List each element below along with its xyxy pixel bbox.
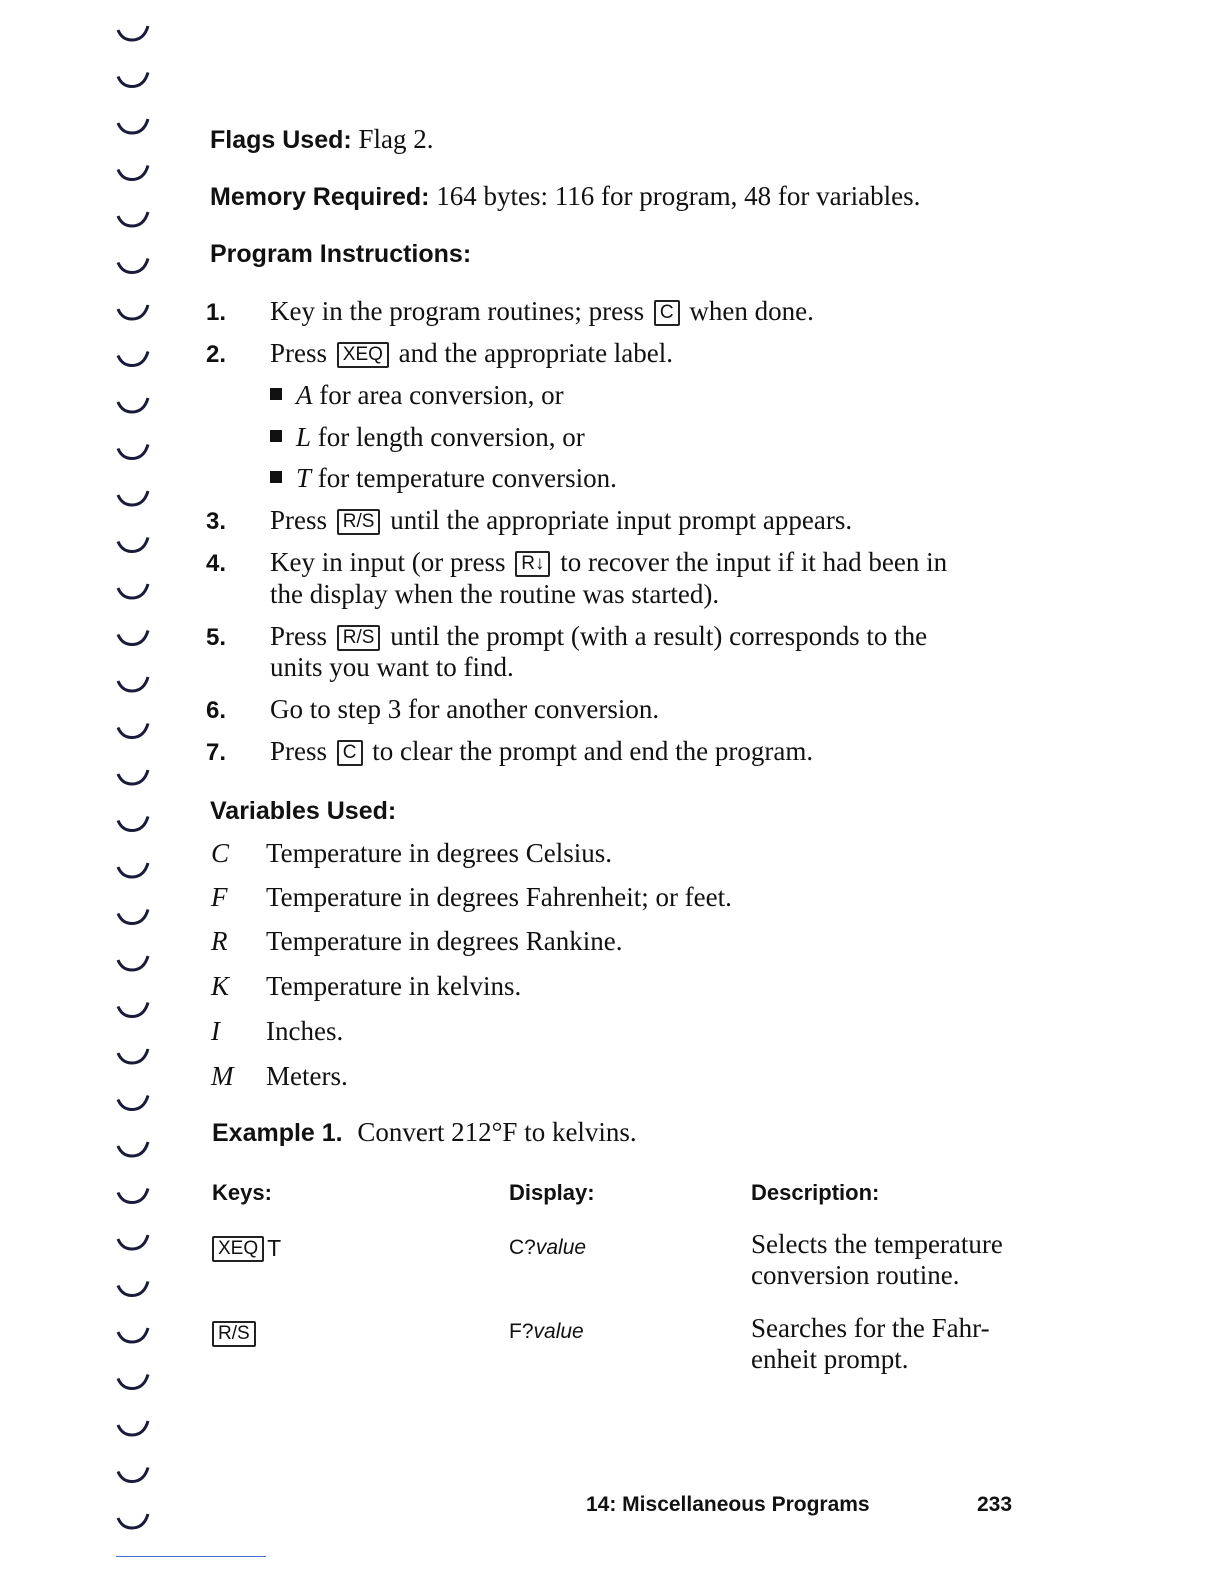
- example-text: Convert 212°F to kelvins.: [357, 1117, 637, 1147]
- step-4: [182, 547, 226, 578]
- step-1-text: [270, 296, 814, 327]
- table-row-1-keys: [209, 1232, 281, 1263]
- step-5-pre: Press: [270, 621, 328, 651]
- memory-required-line: [210, 181, 920, 212]
- page-number: 233: [977, 1493, 1013, 1516]
- bullet-icon: [270, 388, 282, 400]
- binding-hook: [118, 26, 148, 40]
- binding-hook: [118, 1049, 148, 1063]
- binding-hook: [118, 1468, 148, 1482]
- step-4-post: to recover the input if it had been in: [560, 547, 948, 577]
- bullet-text: for length conversion, or: [317, 422, 585, 452]
- binding-hook: [118, 445, 148, 459]
- step-number: 2.: [205, 341, 226, 368]
- step-6-text: Go to step 3 for another conversion.: [270, 694, 660, 724]
- step-7-text: [270, 736, 813, 767]
- step-3-post: until the appropriate input prompt appears.: [390, 505, 853, 535]
- bullet-item-length: [270, 422, 585, 453]
- bullet-text: for area conversion, or: [319, 380, 564, 410]
- step-number: 7.: [205, 739, 226, 766]
- bullet-text: for temperature conversion.: [317, 463, 617, 493]
- bullet-item-temperature: [270, 463, 617, 494]
- binding-hook: [118, 1328, 148, 1342]
- table-row-2-desc-line-1: Searches for the Fahr-: [751, 1313, 990, 1343]
- binding-hook: [118, 538, 148, 552]
- binding-hook: [118, 1514, 148, 1528]
- display-column-header: Display:: [509, 1180, 595, 1205]
- binding-hook: [118, 1282, 148, 1296]
- binding-hook: [118, 1421, 148, 1435]
- binding-hook: [118, 398, 148, 412]
- table-row-2-keys: [209, 1317, 259, 1348]
- display-prefix: F?: [509, 1320, 534, 1343]
- variable-letter: R: [211, 926, 228, 956]
- binding-hook: [118, 770, 148, 784]
- step-2-pre: Press: [270, 338, 328, 368]
- binding-hook: [118, 1096, 148, 1110]
- bullet-icon: [270, 430, 282, 442]
- c-key: C: [337, 740, 363, 766]
- step-number: 5.: [205, 624, 226, 651]
- binding-hook: [118, 584, 148, 598]
- binding-hook: [118, 491, 148, 505]
- step-5-text: [270, 621, 927, 652]
- variable-letter: I: [211, 1016, 220, 1046]
- bullet-letter: A: [296, 380, 313, 410]
- memory-required-label: Memory Required:: [210, 183, 430, 211]
- variable-description: Temperature in degrees Rankine.: [266, 926, 623, 956]
- flags-used-line: [210, 124, 433, 155]
- flags-used-value: Flag 2.: [358, 124, 434, 154]
- step-5: [182, 621, 226, 652]
- binding-edge-line: [116, 1556, 266, 1557]
- step-number: 6.: [205, 697, 226, 724]
- xeq-key: XEQ: [212, 1236, 264, 1262]
- step-1-pre: Key in the program routines; press: [270, 296, 645, 326]
- program-instructions-heading: Program Instructions:: [210, 240, 472, 268]
- step-6: [182, 694, 226, 725]
- variable-description: Inches.: [266, 1016, 344, 1046]
- step-number: 4.: [205, 550, 226, 577]
- xeq-key: XEQ: [337, 342, 389, 368]
- binding-hook: [118, 677, 148, 691]
- display-prefix: C?: [509, 1236, 536, 1259]
- binding-hook: [118, 73, 148, 87]
- binding-hook: [118, 817, 148, 831]
- display-value: value: [535, 1236, 587, 1259]
- variable-letter: K: [211, 971, 230, 1001]
- step-3-pre: Press: [270, 505, 328, 535]
- binding-hook: [118, 1142, 148, 1156]
- binding-hook: [118, 724, 148, 738]
- step-7-pre: Press: [270, 736, 328, 766]
- rs-key: R/S: [337, 625, 381, 651]
- variable-description: Temperature in degrees Fahrenheit; or feet.: [266, 882, 732, 912]
- binding-hook: [118, 305, 148, 319]
- variable-letter: F: [211, 882, 228, 912]
- keys-column-header: Keys:: [212, 1180, 272, 1205]
- binding-hook: [118, 212, 148, 226]
- binding-hook: [118, 166, 148, 180]
- step-2-post: and the appropriate label.: [398, 338, 674, 368]
- variable-description: Temperature in degrees Celsius.: [266, 838, 612, 868]
- binding-hook: [118, 1189, 148, 1203]
- table-row-1-desc-line-1: Selects the temperature: [751, 1229, 1003, 1259]
- table-row-1-display: [509, 1236, 586, 1260]
- step-7: [182, 736, 226, 767]
- step-3-text: [270, 505, 852, 536]
- variable-description: Temperature in kelvins.: [266, 971, 522, 1001]
- binding-hook: [118, 631, 148, 645]
- rs-key: R/S: [212, 1321, 256, 1347]
- step-1: [182, 296, 226, 327]
- variable-description: Meters.: [266, 1061, 348, 1091]
- flags-used-label: Flags Used:: [210, 126, 352, 154]
- binding-hook: [118, 119, 148, 133]
- bullet-item-area: [270, 380, 564, 411]
- binding-hook: [118, 910, 148, 924]
- variables-used-heading: Variables Used:: [210, 797, 397, 825]
- binding-hook: [118, 1235, 148, 1249]
- memory-required-value: 164 bytes: 116 for program, 48 for variables.: [436, 181, 921, 211]
- step-2-text: [270, 338, 673, 369]
- bullet-letter: L: [296, 422, 312, 452]
- step-4-pre: Key in input (or press: [270, 547, 506, 577]
- step-1-post: when done.: [689, 296, 814, 326]
- step-2: [182, 338, 226, 369]
- step-number: 3.: [205, 508, 226, 535]
- rs-key: R/S: [337, 509, 381, 535]
- table-row-1-desc-line-2: conversion routine.: [751, 1260, 960, 1290]
- description-column-header: Description:: [751, 1180, 880, 1205]
- binding-hook: [118, 1375, 148, 1389]
- step-4-line-2: the display when the routine was started).: [270, 579, 720, 609]
- table-row-2-desc-line-2: enheit prompt.: [751, 1344, 909, 1374]
- table-row-2-display: [509, 1320, 584, 1344]
- variable-letter: C: [211, 838, 230, 868]
- step-4-text: [270, 547, 947, 578]
- binding-hook: [118, 863, 148, 877]
- step-5-line-2: units you want to find.: [270, 652, 514, 682]
- spiral-binding: [112, 18, 156, 1563]
- binding-hook: [118, 1003, 148, 1017]
- display-value: value: [533, 1320, 584, 1343]
- example-1-line: [212, 1117, 637, 1148]
- c-key: C: [654, 300, 680, 326]
- key-suffix: T: [267, 1235, 282, 1261]
- step-3: [182, 505, 226, 536]
- step-number: 1.: [205, 299, 226, 326]
- step-5-post: until the prompt (with a result) corresponds to the: [390, 621, 928, 651]
- roll-down-key: R↓: [515, 551, 550, 577]
- binding-hook: [118, 352, 148, 366]
- bullet-letter: T: [296, 463, 312, 493]
- chapter-footer: 14: Miscellaneous Programs: [586, 1493, 870, 1516]
- variable-letter: M: [211, 1061, 234, 1091]
- step-7-post: to clear the prompt and end the program.: [372, 736, 814, 766]
- binding-hook: [118, 259, 148, 273]
- binding-hook: [118, 956, 148, 970]
- example-label: Example 1.: [212, 1119, 343, 1147]
- bullet-icon: [270, 471, 282, 483]
